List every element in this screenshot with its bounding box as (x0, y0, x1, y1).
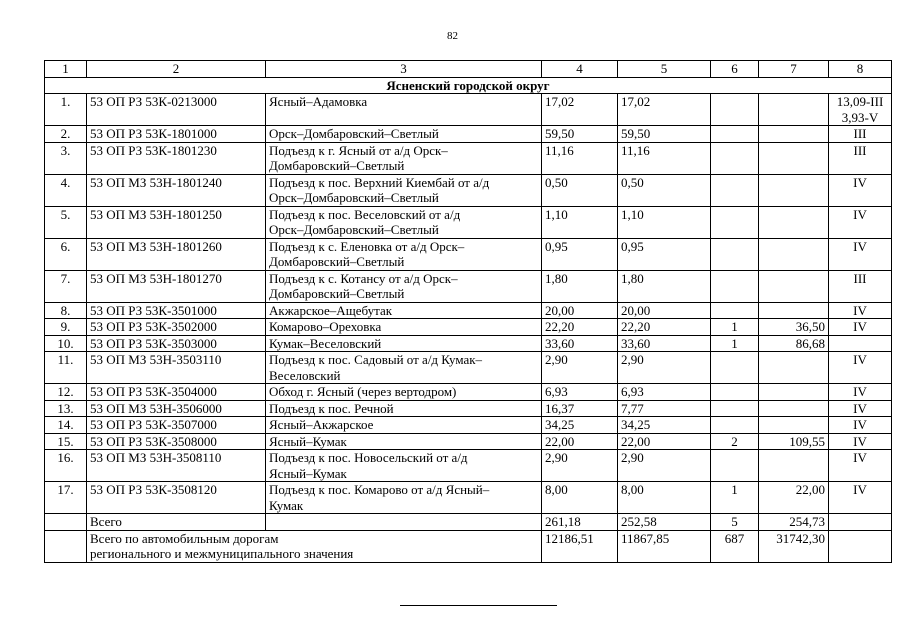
length-total: 1,80 (542, 270, 618, 302)
road-category (829, 352, 892, 384)
road-category-line: IV (853, 319, 867, 334)
road-category (829, 384, 892, 401)
total-length-regional: 252,58 (618, 514, 711, 531)
road-code: 53 ОП МЗ 53Н-1801260 (87, 238, 266, 270)
column-header: 4 (542, 61, 618, 78)
road-code: 53 ОП МЗ 53Н-1801270 (87, 270, 266, 302)
road-category-line: IV (853, 174, 867, 190)
road-category-line: IV (853, 302, 867, 318)
bridge-length (759, 94, 829, 126)
grand-total-label (87, 530, 542, 562)
road-name-line: Орск–Домбаровский–Светлый (269, 222, 439, 237)
length-regional: 17,02 (618, 94, 711, 126)
length-regional: 0,95 (618, 238, 711, 270)
table-row (45, 482, 892, 514)
footer-rule (400, 605, 557, 606)
road-category (829, 238, 892, 270)
bridge-count (711, 450, 759, 482)
bridge-count: 1 (711, 319, 759, 336)
bridge-length: 36,50 (759, 319, 829, 336)
row-number: 5. (45, 206, 87, 238)
row-number: 11. (45, 352, 87, 384)
bridge-length (759, 238, 829, 270)
length-regional: 22,20 (618, 319, 711, 336)
length-total: 1,10 (542, 206, 618, 238)
road-category-line: IV (853, 400, 867, 416)
road-name-line: Подъезд к пос. Комарово от а/д Ясный– (269, 482, 490, 497)
road-name-line: Ясный–Адамовка (269, 94, 368, 109)
column-header: 5 (618, 61, 711, 78)
length-total: 2,90 (542, 450, 618, 482)
bridge-length (759, 450, 829, 482)
road-category-line: 13,09-III (836, 94, 884, 109)
table-row (45, 206, 892, 238)
length-regional: 33,60 (618, 335, 711, 352)
road-name (266, 384, 542, 401)
column-header: 7 (759, 61, 829, 78)
column-header-row (45, 61, 892, 78)
length-total: 0,95 (542, 238, 618, 270)
bridge-length (759, 400, 829, 417)
table-body (45, 61, 892, 563)
bridge-count (711, 270, 759, 302)
table-row (45, 302, 892, 319)
length-regional: 11,16 (618, 142, 711, 174)
row-number: 4. (45, 174, 87, 206)
road-category-line: IV (853, 417, 867, 432)
road-name-line: Домбаровский–Светлый (269, 254, 405, 269)
empty-cell (45, 530, 87, 562)
road-category-line: IV (853, 238, 867, 254)
road-code: 53 ОП РЗ 53К-3502000 (87, 319, 266, 336)
road-category (829, 142, 892, 174)
road-category-line: IV (853, 206, 867, 222)
road-category-line: 3,93-V (841, 109, 879, 125)
length-regional: 2,90 (618, 352, 711, 384)
road-category-line: III (853, 126, 867, 141)
length-regional: 7,77 (618, 400, 711, 417)
table-row (45, 319, 892, 336)
road-code: 53 ОП МЗ 53Н-1801240 (87, 174, 266, 206)
length-regional: 8,00 (618, 482, 711, 514)
road-category-line: IV (853, 450, 867, 465)
bridge-length (759, 384, 829, 401)
length-total: 22,00 (542, 433, 618, 450)
length-total: 17,02 (542, 94, 618, 126)
road-name-line: Ясный–Кумак (269, 433, 347, 449)
grand-total-length: 12186,51 (542, 530, 618, 562)
table-row (45, 142, 892, 174)
length-regional: 59,50 (618, 126, 711, 143)
row-number: 7. (45, 270, 87, 302)
length-regional: 34,25 (618, 417, 711, 434)
road-name (266, 126, 542, 143)
column-header: 6 (711, 61, 759, 78)
road-name-line: Подъезд к пос. Новосельский от а/д (269, 450, 468, 465)
road-name-line: Подъезд к с. Еленовка от а/д Орск– (269, 238, 465, 254)
length-total: 34,25 (542, 417, 618, 434)
length-total: 33,60 (542, 335, 618, 352)
road-category-line: IV (853, 352, 867, 367)
length-total: 8,00 (542, 482, 618, 514)
row-number: 13. (45, 400, 87, 417)
section-row (45, 77, 892, 94)
roads-table (44, 60, 892, 563)
column-header: 2 (87, 61, 266, 78)
length-regional: 22,00 (618, 433, 711, 450)
road-name-line: Подъезд к с. Котансу от а/д Орск– (269, 270, 458, 286)
road-name-line: Веселовский (269, 367, 341, 383)
row-number: 15. (45, 433, 87, 450)
bridge-count (711, 302, 759, 319)
road-category (829, 302, 892, 319)
road-name (266, 270, 542, 302)
road-name-line: Домбаровский–Светлый (269, 158, 405, 173)
grand-total-bridge-length: 31742,30 (759, 530, 829, 562)
bridge-count (711, 142, 759, 174)
road-name (266, 302, 542, 319)
road-category (829, 433, 892, 450)
empty-cell (829, 530, 892, 562)
road-name-line: Подъезд к пос. Веселовский от а/д (269, 206, 461, 222)
length-total: 16,37 (542, 400, 618, 417)
road-name-line: Кумак–Веселовский (269, 335, 382, 351)
row-number: 6. (45, 238, 87, 270)
table-row (45, 450, 892, 482)
road-name-line: Подъезд к пос. Верхний Киембай от а/д (269, 174, 490, 190)
bridge-length (759, 302, 829, 319)
table-row (45, 270, 892, 302)
road-category (829, 174, 892, 206)
road-category (829, 482, 892, 514)
row-number: 14. (45, 417, 87, 434)
road-name-line: Подъезд к пос. Речной (269, 400, 394, 416)
road-code: 53 ОП РЗ 53К-1801000 (87, 126, 266, 143)
page-number: 82 (447, 30, 458, 42)
road-code: 53 ОП РЗ 53К-3504000 (87, 384, 266, 401)
row-number: 9. (45, 319, 87, 336)
road-category-line: IV (853, 482, 867, 497)
road-category (829, 335, 892, 352)
length-total: 2,90 (542, 352, 618, 384)
road-category-line: III (853, 270, 867, 286)
road-code: 53 ОП МЗ 53Н-3508110 (87, 450, 266, 482)
road-name-line: Подъезд к г. Ясный от а/д Орск– (269, 142, 448, 158)
road-code: 53 ОП РЗ 53К-1801230 (87, 142, 266, 174)
road-code: 53 ОП МЗ 53Н-1801250 (87, 206, 266, 238)
length-total: 11,16 (542, 142, 618, 174)
row-number: 2. (45, 126, 87, 143)
bridge-count (711, 352, 759, 384)
row-number: 10. (45, 335, 87, 352)
table-row (45, 417, 892, 434)
road-name (266, 450, 542, 482)
road-name (266, 142, 542, 174)
road-name (266, 400, 542, 417)
road-name-line: Ясный–Акжарское (269, 417, 374, 432)
road-category-line: IV (853, 384, 867, 399)
road-name (266, 206, 542, 238)
length-regional: 1,10 (618, 206, 711, 238)
road-category-line: IV (853, 433, 867, 449)
table-row (45, 384, 892, 401)
length-regional: 0,50 (618, 174, 711, 206)
length-total: 59,50 (542, 126, 618, 143)
bridge-count (711, 400, 759, 417)
road-name-line: Орск–Домбаровский–Светлый (269, 190, 439, 205)
length-total: 22,20 (542, 319, 618, 336)
bridge-count: 1 (711, 335, 759, 352)
length-regional: 6,93 (618, 384, 711, 401)
road-category (829, 450, 892, 482)
table-row (45, 238, 892, 270)
road-category-line: III (853, 142, 867, 158)
row-number: 1. (45, 94, 87, 126)
road-code: 53 ОП РЗ 53К-3507000 (87, 417, 266, 434)
road-category (829, 94, 892, 126)
row-number: 8. (45, 302, 87, 319)
total-bridge-count: 5 (711, 514, 759, 531)
road-name (266, 319, 542, 336)
road-code: 53 ОП РЗ 53К-3503000 (87, 335, 266, 352)
bridge-count (711, 94, 759, 126)
bridge-length (759, 174, 829, 206)
length-total: 0,50 (542, 174, 618, 206)
bridge-length: 109,55 (759, 433, 829, 450)
road-name-line: Ясный–Кумак (269, 465, 347, 481)
road-name-line: Подъезд к пос. Садовый от а/д Кумак– (269, 352, 483, 367)
bridge-count: 1 (711, 482, 759, 514)
road-name (266, 94, 542, 126)
road-name (266, 335, 542, 352)
bridge-length (759, 142, 829, 174)
row-number: 3. (45, 142, 87, 174)
bridge-length (759, 270, 829, 302)
bridge-count (711, 417, 759, 434)
length-regional: 20,00 (618, 302, 711, 319)
bridge-length: 22,00 (759, 482, 829, 514)
bridge-count (711, 174, 759, 206)
grand-total-bridge-count: 687 (711, 530, 759, 562)
grand-total-label-line: Всего по автомобильным дорогам (90, 530, 279, 546)
grand-total-label-line: регионального и межмуниципального значения (90, 546, 354, 561)
bridge-length (759, 352, 829, 384)
total-label: Всего (87, 514, 266, 531)
road-name-line: Акжарское–Ащебутак (269, 302, 393, 318)
bridge-count (711, 126, 759, 143)
row-number: 12. (45, 384, 87, 401)
column-header: 8 (829, 61, 892, 78)
road-category (829, 319, 892, 336)
column-header: 1 (45, 61, 87, 78)
section-title: Ясненский городской округ (45, 77, 892, 94)
road-name (266, 482, 542, 514)
total-bridge-length: 254,73 (759, 514, 829, 531)
row-number: 17. (45, 482, 87, 514)
grand-total-row (45, 530, 892, 562)
length-total: 20,00 (542, 302, 618, 319)
road-name (266, 238, 542, 270)
road-category (829, 400, 892, 417)
road-name-line: Кумак (269, 497, 304, 513)
table-row (45, 335, 892, 352)
road-name-line: Домбаровский–Светлый (269, 286, 405, 301)
road-code: 53 ОП МЗ 53Н-3506000 (87, 400, 266, 417)
road-code: 53 ОП МЗ 53Н-3503110 (87, 352, 266, 384)
table-row (45, 126, 892, 143)
road-name (266, 417, 542, 434)
total-row (45, 514, 892, 531)
bridge-count (711, 238, 759, 270)
bridge-length (759, 206, 829, 238)
bridge-length: 86,68 (759, 335, 829, 352)
table-row (45, 352, 892, 384)
road-category (829, 206, 892, 238)
empty-cell (266, 514, 542, 531)
road-name (266, 174, 542, 206)
road-name (266, 433, 542, 450)
table-row (45, 400, 892, 417)
road-name-line: Обход г. Ясный (через вертодром) (269, 384, 457, 399)
bridge-length (759, 417, 829, 434)
road-name-line: Орск–Домбаровский–Светлый (269, 126, 439, 141)
table-row (45, 94, 892, 126)
road-category (829, 126, 892, 143)
bridge-length (759, 126, 829, 143)
road-code: 53 ОП РЗ 53К-3508000 (87, 433, 266, 450)
bridge-count (711, 384, 759, 401)
total-length: 261,18 (542, 514, 618, 531)
row-number: 16. (45, 450, 87, 482)
empty-cell (829, 514, 892, 531)
length-regional: 1,80 (618, 270, 711, 302)
road-category (829, 270, 892, 302)
road-code: 53 ОП РЗ 53К-3508120 (87, 482, 266, 514)
table-row (45, 174, 892, 206)
table-row (45, 433, 892, 450)
road-code: 53 ОП РЗ 53К-3501000 (87, 302, 266, 319)
empty-cell (45, 514, 87, 531)
column-header: 3 (266, 61, 542, 78)
road-category (829, 417, 892, 434)
road-code: 53 ОП РЗ 53К-0213000 (87, 94, 266, 126)
length-regional: 2,90 (618, 450, 711, 482)
length-total: 6,93 (542, 384, 618, 401)
grand-total-length-regional: 11867,85 (618, 530, 711, 562)
road-name (266, 352, 542, 384)
road-name-line: Комарово–Ореховка (269, 319, 382, 334)
bridge-count (711, 206, 759, 238)
bridge-count: 2 (711, 433, 759, 450)
